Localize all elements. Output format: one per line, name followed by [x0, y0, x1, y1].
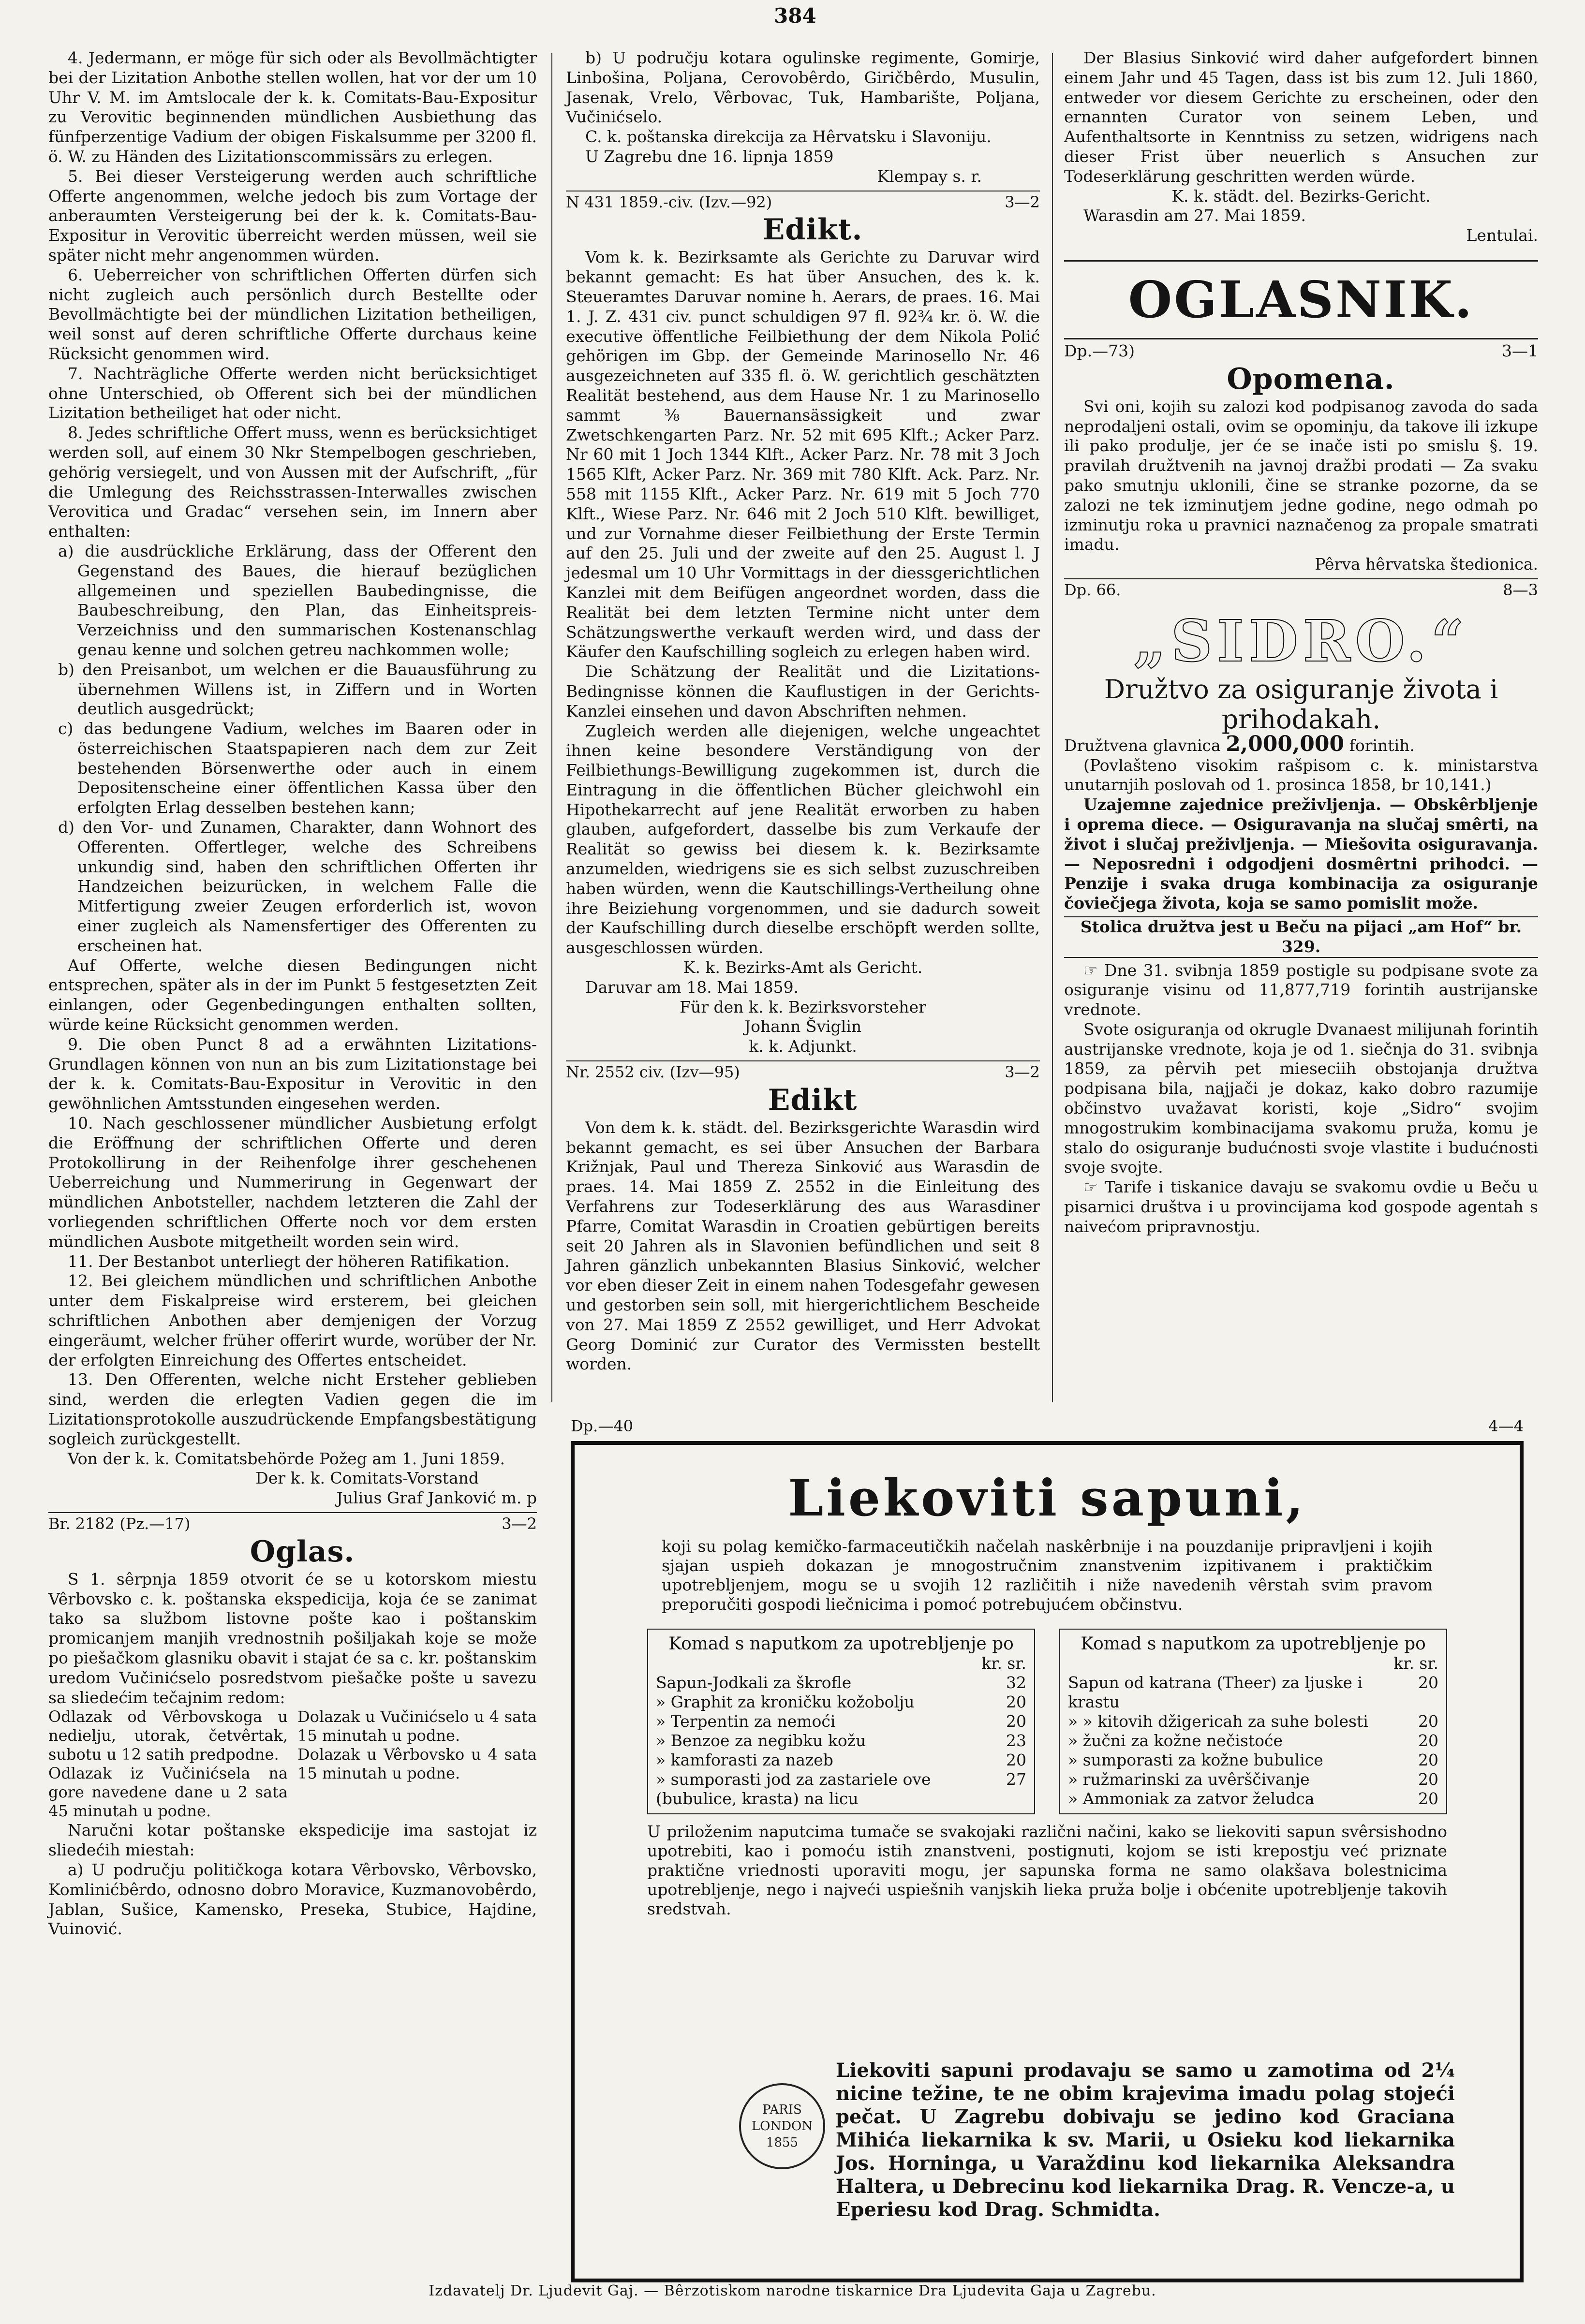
- paragraph: Svi oni, kojih su zalozi kod podpisanog zavoda do sada neprodaljeni ostali, ovim se opominju, da takove ili izkupe ili pako produlje, jer će se inače isti po smislu §. 19. pravilah družtvenih na javnoj dražbi prodati — Za svaku pako smutnju uklonili, čine se stranke pozorne, da se zalozi ne tek izminutjem jedne godine, nego odmah po izminutju roka u pravnici naznačenog za propale smatrati imadu.: [1064, 397, 1538, 554]
- paragraph: 10. Nach geschlossener mündlicher Ausbietung erfolgt die Eröffnung der schriftlichen Offerte und deren Protokollirung in der Reihenfolge ihrer geschehenen Ueberreichung und Nummerirung in Gegenwart der mündlichen Anbotsteller, nachdem letzteren die Zahl der vorliegenden schriftlichen Offerte noch vor dem ersten mündlichen Ausbote mitgetheilt worden sein wird.: [48, 1114, 537, 1251]
- signature-name: Pêrva hêrvatska štedionica.: [1315, 555, 1538, 574]
- item-name: » Ammoniak za zatvor želudca: [1068, 1789, 1315, 1808]
- item-price: 20: [1418, 1731, 1438, 1750]
- ad-intro: koji su polag kemičko-farmaceutičkih načelah naskêrbnije i na pouzdanije pripravljeni i kojih sjajan uspieh dokazan je mnogostručnim znanstvenim izpitivanem i praktičkim upotrebljenjem, mogu se u svojih 12 različitih i niže navedenih vêrstah svim pravom preporučiti gospodi liečnicima i pomoć potrebujućem občinstvu.: [662, 1537, 1433, 1614]
- table-row: [656, 1673, 1026, 1692]
- paragraph: Svote osiguranja od okrugle Dvanaest milijunah forintih austrijanske vrednote, koja je od 1. siečnja do 31. svibnja 1859, za pêrvih pet mieseciih obstojanja družtva podpisana bila, najjači je dokaz, kako dobro razumije občinstvo uvažavat koristi, koje „Sidro“ svojim mnogostrukim kombinacijama svakomu pruža, komu je stalo do osiguranje budućnosti svoje vlastite i budućnosti svoje svojte.: [1064, 1019, 1538, 1177]
- price-table-right: [1059, 1629, 1447, 1814]
- item-name: Sapun od katrana (Theer) za ljuske i krastu: [1068, 1673, 1363, 1711]
- ad-body: U priloženim naputcima tumače se svakojaki različni načini, kako se liekoviti sapun svêrsishodno upotrebiti, kao i pomoću istih znanstveni, postignuti, kojom se isti krepostju već priznate praktične vriednosti uporaviti mogu, jer sapunska forma ne samo olakšava bolestnicima upotrebljenje, nego i najveći uspiešnih vanjskih lieka pruža bolje i obćenite upotrebljenje takovih sredstvah.: [647, 1822, 1447, 1918]
- item-price: 20: [1418, 1789, 1438, 1808]
- table-unit: kr. sr.: [1393, 1654, 1438, 1673]
- sidro-logo-title: „SIDRO.“: [1133, 607, 1469, 675]
- table-row: [1068, 1770, 1438, 1789]
- column-3: [1064, 48, 1538, 1237]
- item-price: 20: [1006, 1750, 1026, 1769]
- paragraph: [1064, 961, 1538, 1020]
- table-row: [1068, 1712, 1438, 1731]
- notice-title: Edikt: [768, 1083, 858, 1117]
- item-name: » Terpentin za nemoći: [656, 1712, 836, 1731]
- item-name: » Benzoe za negibku kožu: [656, 1731, 866, 1750]
- notice-title: Oglas.: [250, 1534, 355, 1569]
- item-name: » » kitovih džigericah za suhe bolesti: [1068, 1712, 1368, 1731]
- item-name: » Graphit za kroničku kožobolju: [656, 1692, 915, 1711]
- item-price: 23: [1006, 1731, 1026, 1750]
- paragraph: 7. Nachträgliche Offerte werden nicht berücksichtiget ohne Unterschied, ob Offerent sich bei der mündlichen Lizitation betheiliget hat oder nicht.: [48, 364, 537, 423]
- ad-vendors: Liekoviti sapuni prodavaju se samo u zamotima od 2¼ nicine težine, te ne obim krajevima imadu polag stojeći pečat. U Zagrebu dobivaju se jedino kod Graciana Mihića liekarnika k sv. Marii, u Osieku kod liekarnika Jos. Horninga, u Varaždinu kod liekarnika Aleksandra Haltera, u Debrecinu kod liekarnika Drag. R. Vencze-a, u Eperiesu kod Drag. Schmidta.: [836, 2059, 1455, 2221]
- item-name: » sumporasti jod za zastariele ove (bubulice, krasta) na licu: [656, 1770, 931, 1808]
- notice-number: Dp.—73): [1064, 341, 1135, 360]
- item-name: » žučni za kožne nečistoće: [1068, 1731, 1283, 1750]
- list-item: d) den Vor- und Zunamen, Charakter, dann Wohnort des Offerenten. Offertleger, welche des Schreibens unkundig sind, haben den schriftlichen Offerten ihr Handzeichen beizurücken, in welchem Falle die Mitfertigung zweier Zeugen erforderlich ist, wovon einer zugleich als Namensfertiger des Offerenten zu erscheinen hat.: [58, 818, 537, 955]
- table-row: [1068, 1750, 1438, 1770]
- paragraph: 9. Die oben Punct 8 ad a erwähnten Lizitations-Grundlagen können von nun an bis zum Lizitationstage bei der k. k. Comitats-Bau-Expositur in Verovitic in den gewöhnlichen Amtsstunden eingesehen werden.: [48, 1034, 537, 1113]
- paragraph: Der Blasius Sinković wird daher aufgefordert binnen einem Jahr und 45 Tagen, dass ist bis zum 12. Juli 1860, entweder vor diesem Gerichte zu erscheinen, oder den ernannten Curator von seinem Leben, und Aufenthaltsorte in Kenntniss zu setzen, widrigens nach dieser Frist über neuerlich s Ansuchen zur Todeserklärung geschritten werden würde.: [1064, 48, 1538, 186]
- capital-label: Družtvena glavnica: [1064, 735, 1221, 755]
- list-item: a) die ausdrückliche Erklärung, dass der Offerent den Gegenstand des Baues, die hierauf bezüglichen allgemeinen und speziellen Baubedingnisse, die Baubeschreibung, den Plan, das Einheitspreis-Verzeichniss und den summarischen Kostenanschlag genau kenne und solchen getreu nachkommen wolle;: [58, 541, 537, 659]
- paragraph: a) U području političkoga kotara Vêrbovsko, Vêrbovsko, Komlinićbêrdo, odnosno dobro Moravice, Kuzmanovobêrdo, Jablan, Sušice, Kamensko, Preseka, Stubice, Hajdine, Vuinović.: [48, 1860, 537, 1939]
- signature-title: K. k. Bezirks-Amt als Gericht.: [683, 958, 923, 977]
- signature-name: Johann Šviglin: [744, 1017, 862, 1036]
- schedule-cell: Odlazak iz Vučinićsela na gore navedene dane u 2 sata 45 minutah u podne.: [48, 1764, 288, 1821]
- company-subtitle: Družtvo za osiguranje života i prihodakah.: [1104, 674, 1498, 735]
- paragraph: U Zagrebu dne 16. lipnja 1859: [585, 147, 834, 166]
- paragraph: 12. Bei gleichem mündlichen und schriftlichen Anbothe unter dem Fiskalpreise wird ersterem, bei gleichen schriftlichen Anbothen aber demjenigen der Vorzug eingeräumt, welcher früher offerirt wurde, worüber der Nr. der erfolgten Einreichung des Offertes entscheidet.: [48, 1271, 537, 1369]
- notice-number: N 431 1859.-civ. (Izv.—92): [566, 192, 772, 211]
- paragraph: Auf Offerte, welche diesen Bedingungen nicht entsprechen, später als in der im Punkt 5 festgesetzten Zeit einlangen, oder Gegenbedingungen enthalten sollten, würde keine Rücksicht genommen werden.: [48, 956, 537, 1034]
- imprint-footer: Izdavatelj Dr. Ljudevit Gaj. — Bêrzotiskom narodne tiskarnice Dra Ljudevita Gaja u Zagrebu.: [429, 2282, 1156, 2299]
- notice-header: [566, 1060, 1040, 1082]
- notice-number: Nr. 2552 civ. (Izv—95): [566, 1063, 740, 1082]
- item-price: 20: [1006, 1692, 1026, 1711]
- ad-number: Dp.—40: [571, 1417, 634, 1435]
- column-divider: [551, 53, 552, 1402]
- signature-name: Julius Graf Janković m. p: [336, 1488, 537, 1508]
- table-unit: kr. sr.: [981, 1654, 1026, 1673]
- item-price: 32: [1006, 1673, 1026, 1692]
- signature-title: Für den k. k. Bezirksvorsteher: [680, 997, 926, 1016]
- table-row: [656, 1731, 1026, 1750]
- capital-amount: 2,000,000: [1226, 731, 1345, 756]
- item-price: 20: [1418, 1673, 1438, 1692]
- signature-name: Lentulai.: [1466, 226, 1538, 245]
- paragraph: (Povlašteno visokim rašpisom c. k. ministarstva unutarnjih poslovah od 1. prosinca 1858, br 10,141.): [1064, 755, 1538, 794]
- pointing-hand-icon: ☞: [1083, 960, 1104, 980]
- notice-number: Br. 2182 (Pz.—17): [48, 1514, 191, 1533]
- paragraph: Naručni kotar poštanske ekspedicije ima sastojat iz sliedećih miestah:: [48, 1821, 537, 1860]
- date-line: Daruvar am 18. Mai 1859.: [585, 977, 799, 997]
- ad-header: [571, 1417, 1524, 1435]
- item-name: » kamforasti za nazeb: [656, 1750, 833, 1769]
- table-row: [656, 1770, 1026, 1809]
- page-number: 384: [774, 4, 816, 28]
- paragraph: S 1. sêrpnja 1859 otvorit će se u kotorskom miestu Vêrbovsko c. k. poštanska ekspedicija, koja će se zanimat tako sa službom listovne pošte kao i poštanskim promicanjem manjih vrednostnih pošiljakah koje se može po piešačkom glasniku obavit i stajat će sa c. kr. poštanskim uredom Vučinićselo posredstvom piešačke pošte u savezu sa sliedećim tečajnim redom:: [48, 1569, 537, 1707]
- notice-header: [1064, 578, 1538, 600]
- column-1: [48, 48, 537, 1939]
- notice-header: [566, 191, 1040, 212]
- capital-unit: forintih.: [1349, 735, 1415, 755]
- schedule-cell: Odlazak od Vêrbovskoga u nedielju, utorak, četvêrtak, subotu u 12 satih predpodne.: [48, 1707, 288, 1764]
- date-line: Warasdin am 27. Mai 1859.: [1083, 206, 1306, 225]
- paragraph: Uzajemne zajednice preživljenja. — Obskêrbljenje i oprema diece. — Osiguravanja na slučaj smêrti, na život i slučaj preživljenja. — Miešovita osiguravanja. — Neposredni i odgodjeni dosmêrtni prihodci. — Penzije i svaka druga kombinacija za osiguranje čoviečjega života, koja se samo pomislit može.: [1064, 795, 1538, 913]
- notice-number: Dp. 66.: [1064, 580, 1121, 599]
- notice-count: 8—3: [1503, 580, 1538, 599]
- item-price: 20: [1418, 1770, 1438, 1789]
- table-row: [656, 1692, 1026, 1712]
- price-tables: [575, 1614, 1520, 1814]
- paragraph-text: Dne 31. svibnja 1859 postigle su podpisane svote za osiguranje visinu od 11,877,719 forintih austrijanske vrednote.: [1064, 960, 1538, 1019]
- paragraph: 5. Bei dieser Versteigerung werden auch schriftliche Offerte angenommen, welche jedoch bis zum Vortage der anberaumten Versteigerung bei der k. k. Comitats-Bau-Expositur in Verovitic überreicht werden müssen, weil sie später nicht mehr angenommen würden.: [48, 166, 537, 265]
- paragraph: 13. Den Offerenten, welche nicht Ersteher geblieben sind, werden die erlegten Vadien gegen die im Lizitationsprotokolle auszudrückende Empfangsbestätigung sogleich zurückgestellt.: [48, 1370, 537, 1448]
- table-row: [656, 1712, 1026, 1731]
- schedule-cell: Dolazak u Vêrbovsko u 4 sata 15 minutah u podne.: [297, 1745, 537, 1783]
- paragraph: Zugleich werden alle diejenigen, welche ungeachtet ihnen keine besondere Verständigung von der Feilbiethungs-Bewilligung zugekommen ist, durch die Eintragung in die öffentlichen Bücher gleichwohl ein Hipothekarrecht auf jene Realität erworben zu haben glauben, aufgefordert, dasselbe bis zum Verkaufe der Realität so gewiss bei diesem k. k. Bezirksamte anzumelden, wiedrigens sie es sich selbst zuzuschreiben haben würden, wenn die Kautschillings-Vertheilung ohne ihre Beiziehung vorgenommen, und sie dadurch soweit der Kaufschilling durch dieselbe erschöpft werden sollte, ausgeschlossen würden.: [566, 721, 1040, 957]
- paragraph: Die Schätzung der Realität und die Lizitations-Bedingnisse können die Kauflustigen in der Gerichts-Kanzlei einsehen und davon Abschriften nehmen.: [566, 662, 1040, 721]
- notice-count: 3—2: [502, 1514, 537, 1533]
- column-2: [566, 48, 1040, 1374]
- paragraph-text: Tarife i tiskanice davaju se svakomu ovdie u Beču u pisarnici društva i u provincijama kod gospode agentah s naivećom pripravnostju.: [1064, 1177, 1538, 1236]
- company-seat: Stolica družtva jest u Beču na pijaci „am Hof“ br. 329.: [1064, 916, 1538, 958]
- paragraph: 11. Der Bestanbot unterliegt der höheren Ratifikation.: [68, 1251, 510, 1271]
- item-price: 20: [1418, 1750, 1438, 1769]
- notice-title: Opomena.: [1227, 362, 1395, 396]
- table-header: Komad s naputkom za upotrebljenje po: [1081, 1634, 1426, 1654]
- notice-count: 3—2: [1005, 192, 1040, 211]
- paragraph: 6. Ueberreicher von schriftlichen Offerten dürfen sich nicht zugleich auch persönlich durch Bestellte oder Bevollmächtigte bei der mündlichen Lizitation betheiligen, weil sonst auf deren schriftliche Offerte durchaus keine Rücksicht genommen wird.: [48, 265, 537, 363]
- pointing-hand-icon: ☞: [1083, 1177, 1105, 1197]
- section-masthead: OGLASNIK.: [1064, 260, 1538, 339]
- list-item: b) den Preisanbot, um welchen er die Bauausführung zu übernehmen Willens ist, in Ziffern und in Worten deutlich ausgedrückt;: [58, 660, 537, 719]
- notice-count: 3—1: [1502, 341, 1538, 360]
- soap-advertisement: [571, 1441, 1524, 2282]
- column-divider: [1052, 53, 1053, 1402]
- item-price: 27: [1006, 1770, 1026, 1789]
- schedule-cell: Dolazak u Vučinićselo u 4 sata 15 minutah u podne.: [297, 1707, 537, 1745]
- signature-title: Der k. k. Comitats-Vorstand: [255, 1469, 479, 1488]
- table-row: [1068, 1673, 1438, 1712]
- table-row: [1068, 1731, 1438, 1750]
- list-item: c) das bedungene Vadium, welches im Baaren oder in österreichischen Staatspapieren nach dem zur Zeit bestehenden Börsenwerthe oder auch in einem Depositenscheine einer öffentlichen Kassa über den erfolgten Erlag desselben bestehen kann;: [58, 719, 537, 817]
- notice-title: Edikt.: [762, 213, 863, 247]
- table-row: [656, 1750, 1026, 1770]
- item-name: » ružmarinski za uvêrščivanje: [1068, 1770, 1310, 1789]
- schedule: [48, 1707, 537, 1821]
- paragraph: 4. Jedermann, er möge für sich oder als Bevollmächtigter bei der Lizitation Anbothe stellen wollen, hat vor der um 10 Uhr V. M. im Amtslocale der k. k. Comitats-Bau-Expositur zu Verovitic beginnenden mündlichen Ausbiethung das fünfperzentige Vadium der obigen Fiskalsumme per 3200 fl. ö. W. zu Händen des Lizitationscommissärs zu erlegen.: [48, 48, 537, 166]
- ad-count: 4—4: [1488, 1417, 1524, 1435]
- paragraph: C. k. poštanska direkcija za Hêrvatsku i Slavoniju.: [585, 127, 992, 147]
- table-header: Komad s naputkom za upotrebljenje po: [668, 1634, 1014, 1654]
- item-name: Sapun-Jodkali za škrofle: [656, 1673, 852, 1692]
- signature-name: Klempay s. r.: [877, 166, 982, 186]
- notice-header: [48, 1512, 537, 1534]
- item-price: 20: [1006, 1712, 1026, 1731]
- notice-count: 3—2: [1005, 1063, 1040, 1082]
- item-price: 20: [1418, 1712, 1438, 1731]
- signature-title: K. k. städt. del. Bezirks-Gericht.: [1171, 186, 1431, 206]
- signature-title: k. k. Adjunkt.: [749, 1037, 857, 1056]
- medal-seal-icon: PARIS LONDON 1855: [739, 2083, 825, 2169]
- paragraph: Von dem k. k. städt. del. Bezirksgerichte Warasdin wird bekannt gemacht, es sei über Ansuchen der Barbara Križnjak, Paul und Thereza Sinković aus Warasdin de praes. 14. Mai 1859 Z. 2552 in die Einleitung des Verfahrens zur Todeserklärung des aus Warasdiner Pfarre, Comitat Warasdin in Croatien gebürtigen bereits seit 20 Jahren als in Slavonien befündlichen und seit 8 Jahren gänzlich unbekannten Blasius Sinković, welcher vor eben dieser Zeit in einem nahen Todesgefahr gewesen und gestorben sein soll, mit hiergerichtlichem Bescheide von 27. Mai 1859 Z 2552 gewilliget, und Herr Advokat Georg Dominić zur Curator des Vermissten bestellt worden.: [566, 1118, 1040, 1374]
- paragraph: 8. Jedes schriftliche Offert muss, wenn es berücksichtiget werden soll, auf einem 30 Nkr Stempelbogen geschrieben, gehörig versiegelt, und von Aussen mit der Aufschrift, „für die Umlegung des Reichsstrassen-Interwalles zwischen Verovitica und Gradac“ versehen sein, im Innern aber enthalten:: [48, 423, 537, 541]
- capital-line: [1064, 731, 1538, 756]
- price-table-left: [647, 1629, 1035, 1814]
- notice-header: [1064, 341, 1538, 361]
- paragraph: Vom k. k. Bezirksamte als Gerichte zu Daruvar wird bekannt gemacht: Es hat über Ansuchen, des k. k. Steueramtes Daruvar nomine h. Aerars, de praes. 16. Mai 1. J. Z. 431 civ. punct schuldigen 97 fl. 92¾ kr. ö. W. die executive öffentliche Feilbiethung der dem Nikola Polić gehörigen im Gbp. der Gemeinde Marinosello Nr. 46 ausgezeichneten auf 335 fl. ö. W. gerichtlich geschätzten Realität bestehend, aus dem Hause Nr. 1 zu Marinosello sammt ⅜ Bauernansässigkeit und zwar Zwetschkengarten Parz. Nr. 52 mit 695 Klft.; Acker Parz. Nr 60 mit 1 Joch 1344 Klft., Acker Parz. Nr. 78 mit 3 Joch 1565 Klft, Acker Parz. Nr. 369 mit 780 Klft. Ack. Parz. Nr. 558 mit 1155 Klft., Acker Parz. Nr. 619 mit 5 Joch 770 Klft., Wiese Parz. Nr. 646 mit 2 Joch 510 Klft. bewilliget, und zur Vornahme dieser Feilbiethung der Erste Termin auf den 25. Juli und der zweite auf den 25. August l. J jedesmal um 10 Uhr Vormittags in der diessgerichtlichen Kanzlei mit dem Beifügen angeordnet worden, dass die Realität bei dem letzten Termine nicht unter dem Schätzungswerthe verkauft werden wird, und dass der Käufer den Kaufschilling sogleich zu erlegen haben wird.: [566, 248, 1040, 662]
- paragraph: Von der k. k. Comitatsbehörde Požeg am 1. Juni 1859.: [68, 1449, 505, 1468]
- ad-title: Liekoviti sapuni,: [788, 1468, 1306, 1528]
- table-row: [1068, 1789, 1438, 1809]
- paragraph: [1064, 1177, 1538, 1236]
- item-name: » sumporasti za kožne bubulice: [1068, 1750, 1323, 1769]
- paragraph: b) U području kotara ogulinske regimente, Gomirje, Linbošina, Poljana, Cerovobêrdo, Giričbêrdo, Musulin, Jasenak, Vrelo, Vêrbovac, Tuk, Hambarište, Poljana, Vučinićselo.: [566, 48, 1040, 127]
